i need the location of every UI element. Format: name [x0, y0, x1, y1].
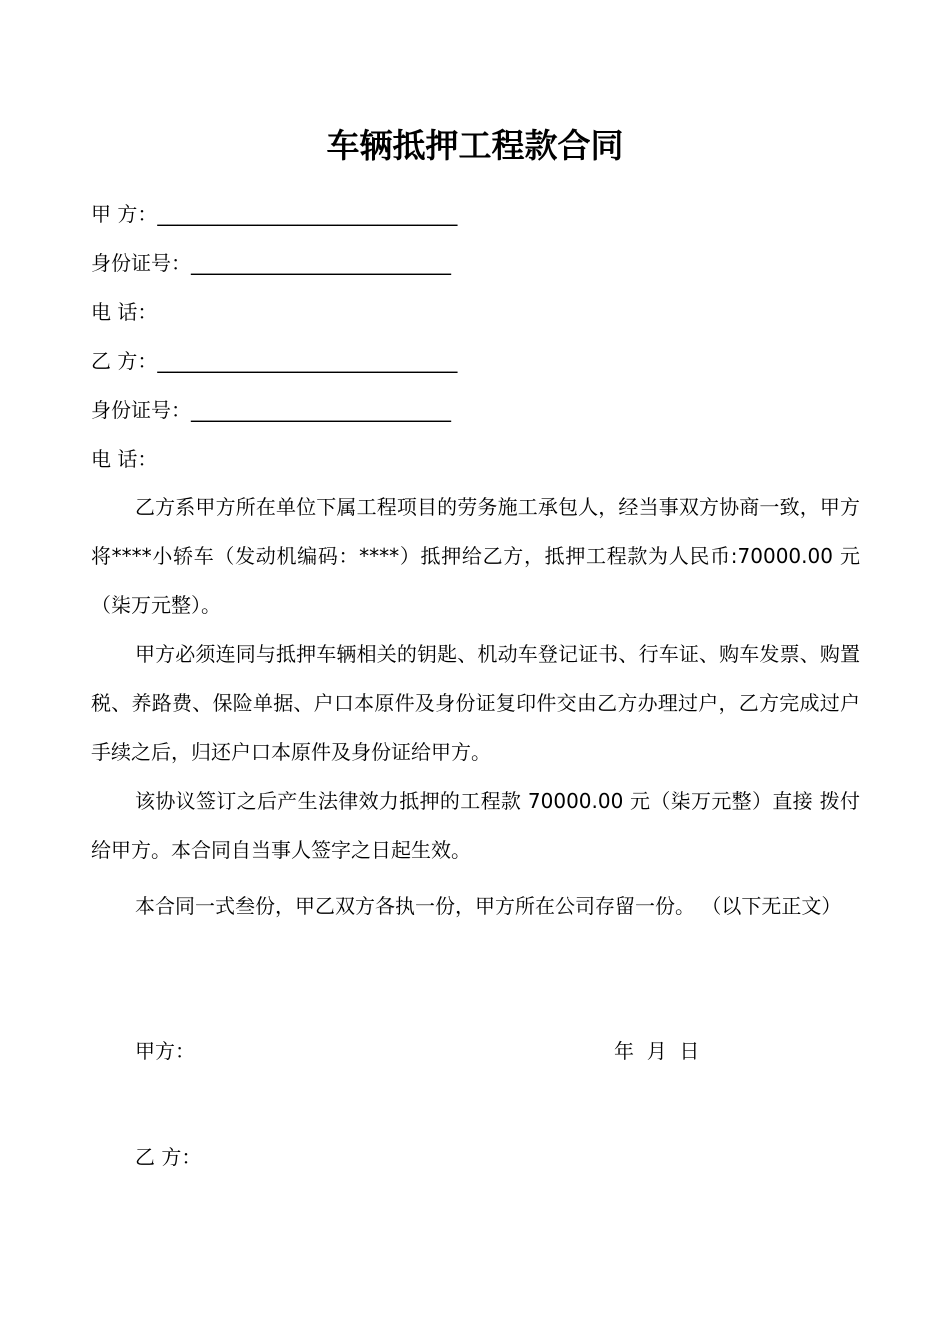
- id-a-line: [91, 248, 451, 278]
- paragraph-1: 乙方系甲方所在单位下属工程项目的劳务施工承包人，经当事双方协商一致，甲方将****小轿车（发动机编码：****）抵押给乙方，抵押工程款为人民币:70000.00 元（柒万元整）。: [91, 495, 860, 617]
- id-a-label: 身份证号：: [91, 251, 191, 275]
- phone-b-label: 电 话：: [91, 447, 158, 471]
- party-a-blank: ______________________________: [157, 202, 458, 226]
- signature-date: 年 月 日: [614, 1039, 700, 1063]
- id-b-line: [91, 395, 451, 425]
- id-a-blank: __________________________: [191, 251, 451, 275]
- party-a-label: 甲 方：: [91, 202, 158, 226]
- phone-b-line: [91, 444, 157, 474]
- paragraph-3: 该协议签订之后产生法律效力抵押的工程款 70000.00 元（柒万元整）直接 拨付给甲方。本合同自当事人签字之日起生效。: [91, 789, 860, 862]
- phone-a-line: [91, 297, 157, 327]
- paragraph-4: 本合同一式叁份，甲乙双方各执一份，甲方所在公司存留一份。 （以下无正文）: [135, 894, 842, 918]
- party-a-line: [91, 199, 457, 229]
- party-b-label: 乙 方：: [91, 349, 158, 373]
- party-b-line: [91, 346, 457, 376]
- signature-party-b: 乙 方：: [135, 1145, 202, 1169]
- party-b-blank: ______________________________: [157, 349, 458, 373]
- document-title: 车辆抵押工程款合同: [326, 126, 624, 165]
- id-b-blank: __________________________: [191, 398, 451, 422]
- paragraph-2: 甲方必须连同与抵押车辆相关的钥匙、机动车登记证书、行车证、购车发票、购置税、养路费、保险单据、户口本原件及身份证复印件交由乙方办理过户，乙方完成过户手续之后，归还户口本原件及身份证给甲方。: [91, 642, 860, 764]
- id-b-label: 身份证号：: [91, 398, 191, 422]
- phone-a-label: 电 话：: [91, 300, 158, 324]
- signature-party-a: 甲方：: [135, 1039, 195, 1063]
